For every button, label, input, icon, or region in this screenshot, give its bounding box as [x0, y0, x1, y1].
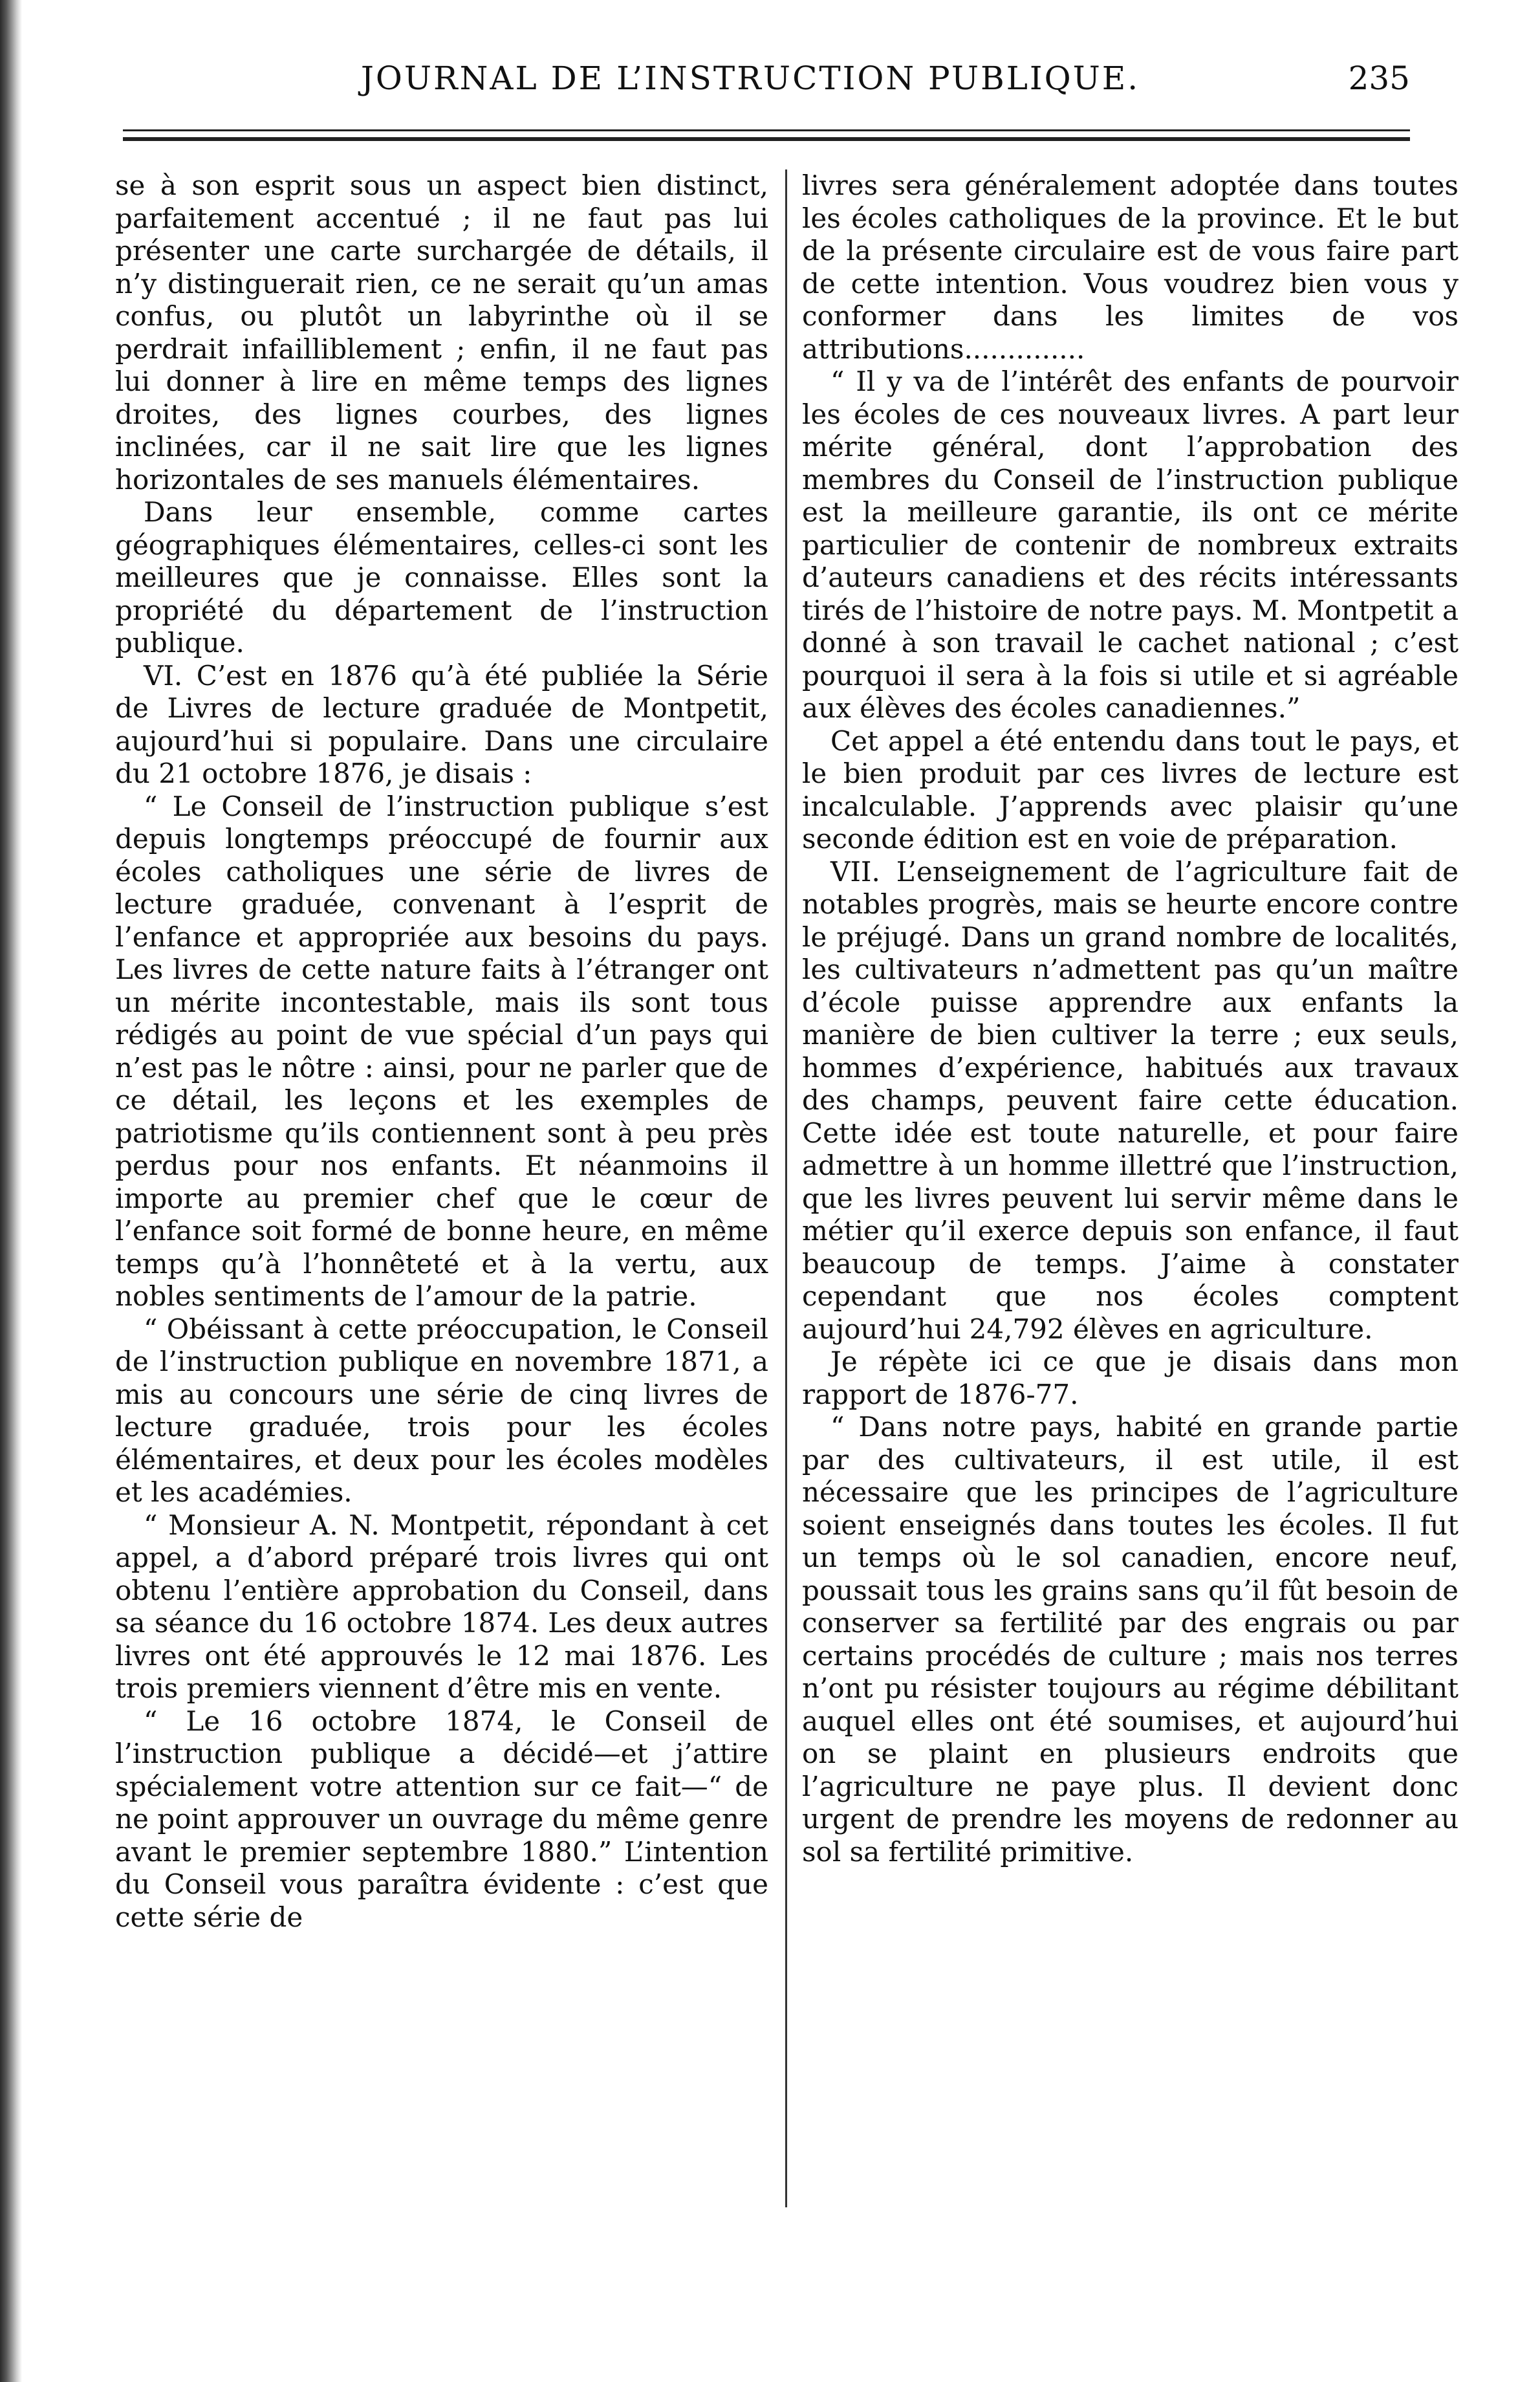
paragraph: “ Le Conseil de l’instruction publique s’est depuis longtemps préoccupé de fournir aux écoles catholiques une série de livres de lecture graduée, convenant à l’esprit de l’enfance et appropriée aux besoins du pays. Les livres de cette nature faits à l’étranger ont un mérite incontestable, mais ils sont tous rédigés au point de vue spécial d’un pays qui n’est pas le nôtre : ainsi, pour ne parler que de ce détail, les leçons et les exemples de patriotisme qu’ils contiennent sont à peu près perdus pour nos enfants. Et néanmoins il importe au premier chef que le cœur de l’enfance soit formé de bonne heure, en même temps qu’à l’honnêteté et à la vertu, aux nobles sentiments de l’amour de la patrie.: [115, 790, 768, 1312]
header-rule-thick: [123, 137, 1410, 141]
paragraph: Je répète ici ce que je disais dans mon rapport de 1876-77.: [802, 1346, 1459, 1410]
paragraph: VII. L’enseignement de l’agriculture fait de notables progrès, mais se heurte encore contre le préjugé. Dans un grand nombre de localités, les cultivateurs n’admettent pas qu’un maître d’école puisse apprendre aux enfants la manière de bien cultiver la terre ; eux seuls, hommes d’expérience, habitués aux travaux des champs, peuvent faire cette éducation. Cette idée est toute naturelle, et pour faire admettre à un homme illettré que l’instruction, que les livres peuvent lui servir même dans le métier qu’il exerce depuis son enfance, il faut beaucoup de temps. J’aime à constater cependant que nos écoles comptent aujourd’hui 24,792 élèves en agriculture.: [802, 855, 1459, 1345]
column-divider: [785, 169, 787, 2207]
right-column: [802, 169, 1459, 2304]
paragraph: “ Il y va de l’intérêt des enfants de pourvoir les écoles de ces nouveaux livres. A part leur mérite général, dont l’approbation des membres du Conseil de l’instruction publique est la meilleure garantie, ils ont ce mérite particulier de contenir de nombreux extraits d’auteurs canadiens et des récits intéressants tirés de l’histoire de notre pays. M. Montpetit a donné à son travail le cachet national ; c’est pourquoi il sera à la fois si utile et si agréable aux élèves des écoles canadiennes.”: [802, 366, 1459, 724]
running-header: [91, 60, 1410, 111]
paragraph: VI. C’est en 1876 qu’à été publiée la Série de Livres de lecture graduée de Montpetit, aujourd’hui si populaire. Dans une circulaire du 21 octobre 1876, je disais :: [115, 659, 768, 789]
paragraph: Cet appel a été entendu dans tout le pays, et le bien produit par ces livres de lecture est incalculable. J’apprends avec plaisir qu’une seconde édition est en voie de préparation.: [802, 725, 1459, 855]
page-edge-shadow: [0, 0, 22, 2382]
page-number: 235: [1348, 60, 1410, 97]
paragraph: “ Monsieur A. N. Montpetit, répondant à cet appel, a d’abord préparé trois livres qui ont obtenu l’entière approbation du Conseil, dans sa séance du 16 octobre 1874. Les deux autres livres ont été approuvés le 12 mai 1876. Les trois premiers viennent d’être mis en vente.: [115, 1509, 768, 1704]
paragraph: Dans leur ensemble, comme cartes géographiques élémentaires, celles-ci sont les meilleures que je connaisse. Elles sont la propriété du département de l’instruction publique.: [115, 496, 768, 659]
paragraph: “ Dans notre pays, habité en grande partie par des cultivateurs, il est utile, il est nécessaire que les principes de l’agriculture soient enseignés dans toutes les écoles. Il fut un temps où le sol canadien, encore neuf, poussait tous les grains sans qu’il fût besoin de conserver sa fertilité par des engrais ou par certains procédés de culture ; mais nos terres n’ont pu résister toujours au régime débilitant auquel elles ont été soumises, et aujourd’hui on se plaint en plusieurs endroits que l’agriculture ne paye plus. Il devient donc urgent de prendre les moyens de redonner au sol sa fertilité primitive.: [802, 1411, 1459, 1868]
paragraph: se à son esprit sous un aspect bien distinct, parfaitement accentué ; il ne faut pas lui présenter une carte surchargée de détails, il n’y distinguerait rien, ce ne serait qu’un amas confus, ou plutôt un labyrinthe où il se perdrait infailliblement ; enfin, il ne faut pas lui donner à lire en même temps des lignes droites, des lignes courbes, des lignes inclinées, car il ne sait lire que les lignes horizontales de ses manuels élémentaires.: [115, 169, 768, 496]
left-column: [115, 169, 768, 2304]
journal-title: JOURNAL DE L’INSTRUCTION PUBLIQUE.: [360, 60, 1140, 97]
paragraph: livres sera généralement adoptée dans toutes les écoles catholiques de la province. Et le but de la présente circulaire est de vous faire part de cette intention. Vous voudrez bien vous y conformer dans les limites de vos attributions..............: [802, 169, 1459, 365]
header-rule-thin: [123, 129, 1410, 131]
paragraph: “ Le 16 octobre 1874, le Conseil de l’instruction publique a décidé—et j’attire spécialement votre attention sur ce fait—“ de ne point approuver un ouvrage du même genre avant le premier septembre 1880.” L’intention du Conseil vous paraîtra évidente : c’est que cette série de: [115, 1705, 768, 1933]
paragraph: “ Obéissant à cette préoccupation, le Conseil de l’instruction publique en novembre 1871, a mis au concours une série de cinq livres de lecture graduée, trois pour les écoles élémentaires, et deux pour les écoles modèles et les académies.: [115, 1313, 768, 1508]
